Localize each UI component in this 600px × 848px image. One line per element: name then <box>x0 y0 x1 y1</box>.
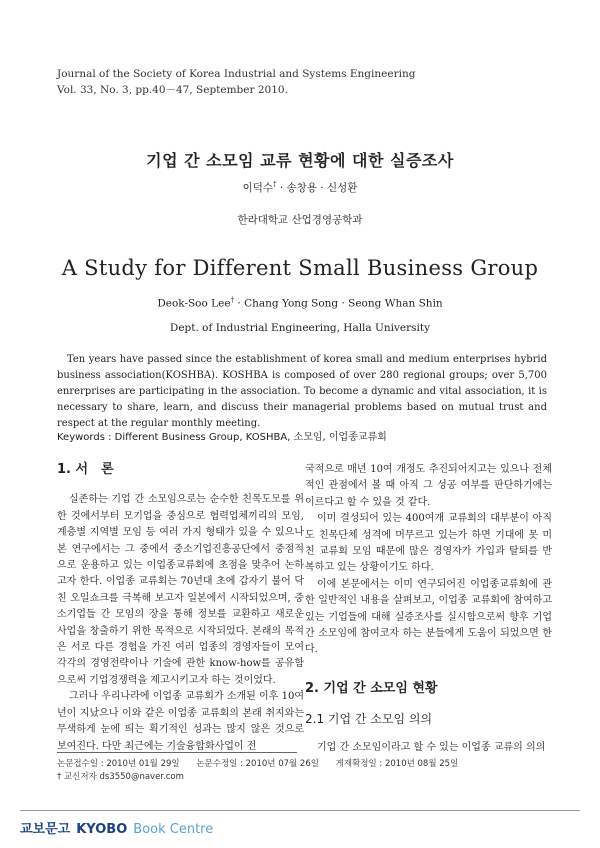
footer-rule <box>20 810 580 811</box>
authors-rest-ko: · 송창용 · 신성환 <box>276 182 358 194</box>
section-1-paragraph-5: 이에 본문에서는 이미 연구되어진 이업종교류회에 관한 일반적인 내용을 살펴보고, 이업종 교류회에 참여하고 있는 기업들에 대해 실증조사를 실시함으로써 향후 기업 간 소모임에 참여코자 하는 분들에게 도움이 되었으면 한다. <box>305 578 552 656</box>
corresponding-author: † 교신저자 ds3550@naver.com <box>57 772 184 782</box>
date-accepted: 게재확정일 : 2010년 08월 25일 <box>335 759 459 769</box>
footnote-dates <box>57 757 472 769</box>
kyobo-brand-logo <box>20 818 213 837</box>
date-received: 논문접수일 : 2010년 01월 29일 <box>57 759 180 769</box>
section-2-paragraph-1: 기업 간 소모임이라고 할 수 있는 이업종 교류의 의의 <box>317 741 546 753</box>
keywords <box>57 428 387 443</box>
brand-english: KYOBO <box>76 822 128 837</box>
affiliation-korean: 한라대학교 산업경영공학과 <box>237 214 363 226</box>
title-korean: 기업 간 소모임 교류 현황에 대한 실증조사 <box>146 151 454 170</box>
authors-english <box>0 296 600 310</box>
section-2-heading: 2. 기업 간 소모임 현황 <box>305 680 438 696</box>
section-1-heading: 1. 서 론 <box>57 462 114 477</box>
authors-rest-en: · Chang Yong Song · Seong Whan Shin <box>234 297 443 310</box>
title-english: A Study for Different Small Business Group <box>61 256 539 280</box>
column-left <box>57 462 304 755</box>
corresponding-mark-en: † <box>230 296 235 304</box>
keywords-label: Keywords : <box>57 432 112 443</box>
affiliation-english: Dept. of Industrial Engineering, Halla University <box>169 322 431 334</box>
date-revised: 논문수정일 : 2010년 07월 26일 <box>196 759 319 769</box>
section-1-paragraph-1: 실존하는 기업 간 소모임으로는 순수한 친목도모를 위한 것에서부터 모기업을 중심으로 협력업체끼리의 모임, 계층별 지역별 모임 등 여러 가지 형태가 있을 수 있으나 본 연구에서는 그 중에서 중소기업진흥공단에서 중점적으로 운용하고 있는 이업종교류회에 초점을 맞추어 논하고자 한다. 이업종 교류회는 70년대 초에 갑자기 불어 닥친 오일쇼크를 극복해 보고자 일본에서 시작되었으며, 중소기업들 간 모임의 장을 통해 정보를 교환하고 새로운 사업을 창출하기 위한 목적으로 시작되었다. 본래의 목적은 서로 다른 경험을 가진 여러 업종의 경영자들이 모여 각각의 경영전략이나 기술에 관한 know-how를 공유함으로써 기업경쟁력을 제고시키고자 하는 것이었다. <box>57 494 304 686</box>
journal-volume: Vol. 33, No. 3, pp.40－47, September 2010. <box>57 84 288 96</box>
keywords-text: Different Business Group, KOSHBA, 소모임, 이업종교류회 <box>111 432 387 443</box>
section-1-paragraph-4: 이미 결성되어 있는 400여개 교류회의 대부분이 아직도 친목단체 성격에 머무르고 있는가 하면 기대에 못 미친 교류회 모임 때문에 많은 경영자가 가입과 탈퇴를 반복하고 있는 상황이기도 하다. <box>305 513 552 574</box>
author-first-en: Deok-Soo Lee <box>157 297 231 310</box>
brand-tail: Book Centre <box>133 822 214 837</box>
brand-korean: 교보문고 <box>20 822 71 837</box>
authors-korean <box>0 180 600 195</box>
abstract: Ten years have passed since the establishment of korea small and medium enterprises hybrid business association(KOSHBA). KOSHBA is composed of over 280 regional groups; over 5,700 enrerprises are participating in the association. To become a dynamic and vital association, it is necessary to share, learn, and discuss their managerial problems based on mutual trust and respect at the regular monthly meeting. <box>57 354 547 429</box>
section-1-paragraph-3: 국적으로 매년 10여 개정도 추진되어지고는 있으나 전체적인 관점에서 볼 때 아직 그 성공 여부를 판단하기에는 이르다고 할 수 있을 것 같다. <box>305 464 552 508</box>
footnote-divider <box>57 752 297 753</box>
author-first-ko: 이덕수 <box>242 182 274 194</box>
corresponding-mark-ko: † <box>273 180 277 189</box>
section-1-paragraph-2: 그러나 우리나라에 이업종 교류회가 소개된 이후 10여년이 지났으나 이와 같은 이업종 교류회의 본래 취지와는 무색하게 눈에 띄는 획기적인 성과는 많지 않은 것으로 보여진다. 다만 최근에는 기술융합화사업이 전 <box>57 691 304 752</box>
journal-name: Journal of the Society of Korea Industrial and Systems Engineering <box>57 68 416 80</box>
section-2-1-heading: 2.1 기업 간 소모임 의의 <box>305 712 433 727</box>
journal-info <box>57 66 415 98</box>
column-right <box>305 462 552 756</box>
